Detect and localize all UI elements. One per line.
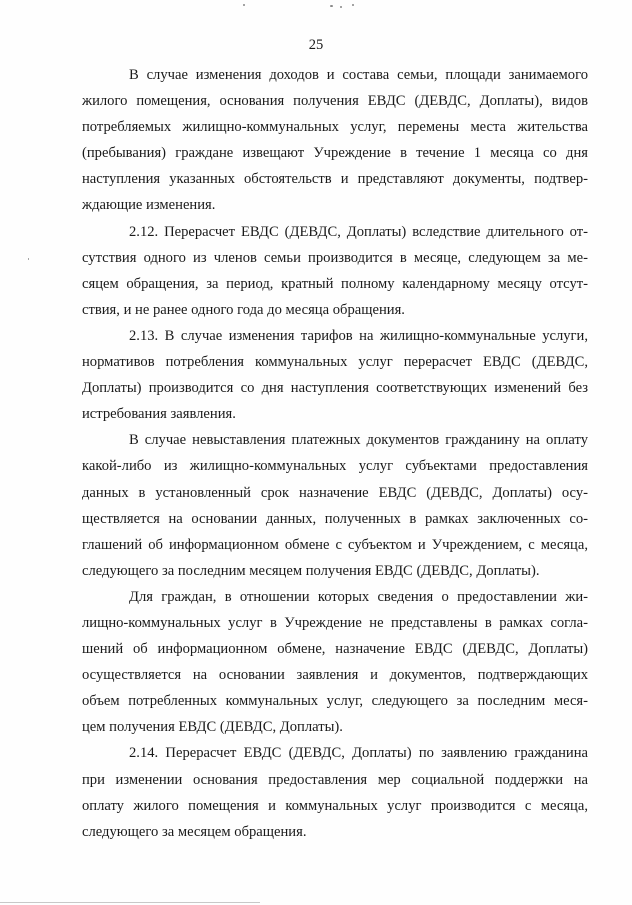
text-line: глашений об информационном обмене с субъектом и Учреждением, с месяца, [82,536,588,553]
text-line: наступления указанных обстоятельств и представляют документы, подтвер- [82,171,588,188]
text-line: истребования заявления. [82,406,236,423]
text-line: объем потребленных коммунальных услуг, следующего за последним меся- [82,693,588,710]
text-line: 2.14. Перерасчет ЕВДС (ДЕВДС, Доплаты) по заявлению гражданина [129,745,588,762]
text-line: (пребывания) граждане извещают Учреждение в течение 1 месяца со дня [82,145,588,162]
text-line: В случае изменения доходов и состава семьи, площади занимаемого [129,67,588,83]
text-line: оплату жилого помещения и коммунальных услуг производится с месяца, [82,797,588,814]
text-line: нормативов потребления коммунальных услуг перерасчет ЕВДС (ДЕВДС, [82,354,588,371]
paragraph-no-payment-docs [82,427,588,584]
text-line: Для граждан, в отношении которых сведения о предоставлении жи- [129,588,588,605]
text-line: ществляется на основании данных, полученных в рамках заключенных со- [82,510,588,527]
scan-speck [28,258,29,260]
text-line: В случае невыставления платежных документов гражданину на оплату [129,432,588,449]
text-line: цем получения ЕВДС (ДЕВДС, Доплаты). [82,719,343,736]
paragraph-2-14 [82,740,588,844]
page-number: 25 [308,37,324,53]
text-line: жилого помещения, основания получения ЕВДС (ДЕВДС, Доплаты), видов [82,93,588,110]
scan-speck [352,4,354,6]
text-line: ждающие изменения. [82,197,216,214]
text-line: 2.12. Перерасчет ЕВДС (ДЕВДС, Доплаты) вследствие длительного от- [129,223,588,240]
text-line: осуществляется на основании заявления и документов, подтверждающих [82,667,588,684]
text-line: сяцем обращения, за период, кратный полному календарному месяцу отсут- [82,275,588,292]
text-line: какой-либо из жилищно-коммунальных услуг субъектами предоставления [82,458,588,475]
paragraph-2-13 [82,323,588,427]
document-body [82,62,588,845]
scan-speck [243,4,245,6]
text-line: сутствия одного из членов семьи производится в месяце, следующем за ме- [82,249,588,266]
text-line: шений об информационном обмене, назначение ЕВДС (ДЕВДС, Доплаты) [82,641,588,658]
text-line: данных в установленный срок назначение ЕВДС (ДЕВДС, Доплаты) осу- [82,484,588,501]
paragraph-2-12 [82,219,588,323]
paragraph-citizens-info [82,584,588,741]
text-line: при изменении основания предоставления мер социальной поддержки на [82,771,588,788]
scan-speck [330,5,333,7]
paragraph-income-change [82,62,588,219]
text-line: потребляемых жилищно-коммунальных услуг, перемены места жительства [82,119,588,136]
text-line: ствия, и не ранее одного года до месяца обращения. [82,301,405,318]
text-line: следующего за месяцем обращения. [82,823,307,840]
text-line: следующего за последним месяцем получения ЕВДС (ДЕВДС, Доплаты). [82,562,540,579]
scan-speck [340,6,342,8]
text-line: Доплаты) производится со дня наступления соответствующих изменений без [82,380,588,397]
text-line: 2.13. В случае изменения тарифов на жилищно-коммунальные услуги, [129,327,588,344]
text-line: лищно-коммунальных услуг в Учреждение не представлены в рамках согла- [82,614,588,631]
scan-edge-line [0,902,260,903]
